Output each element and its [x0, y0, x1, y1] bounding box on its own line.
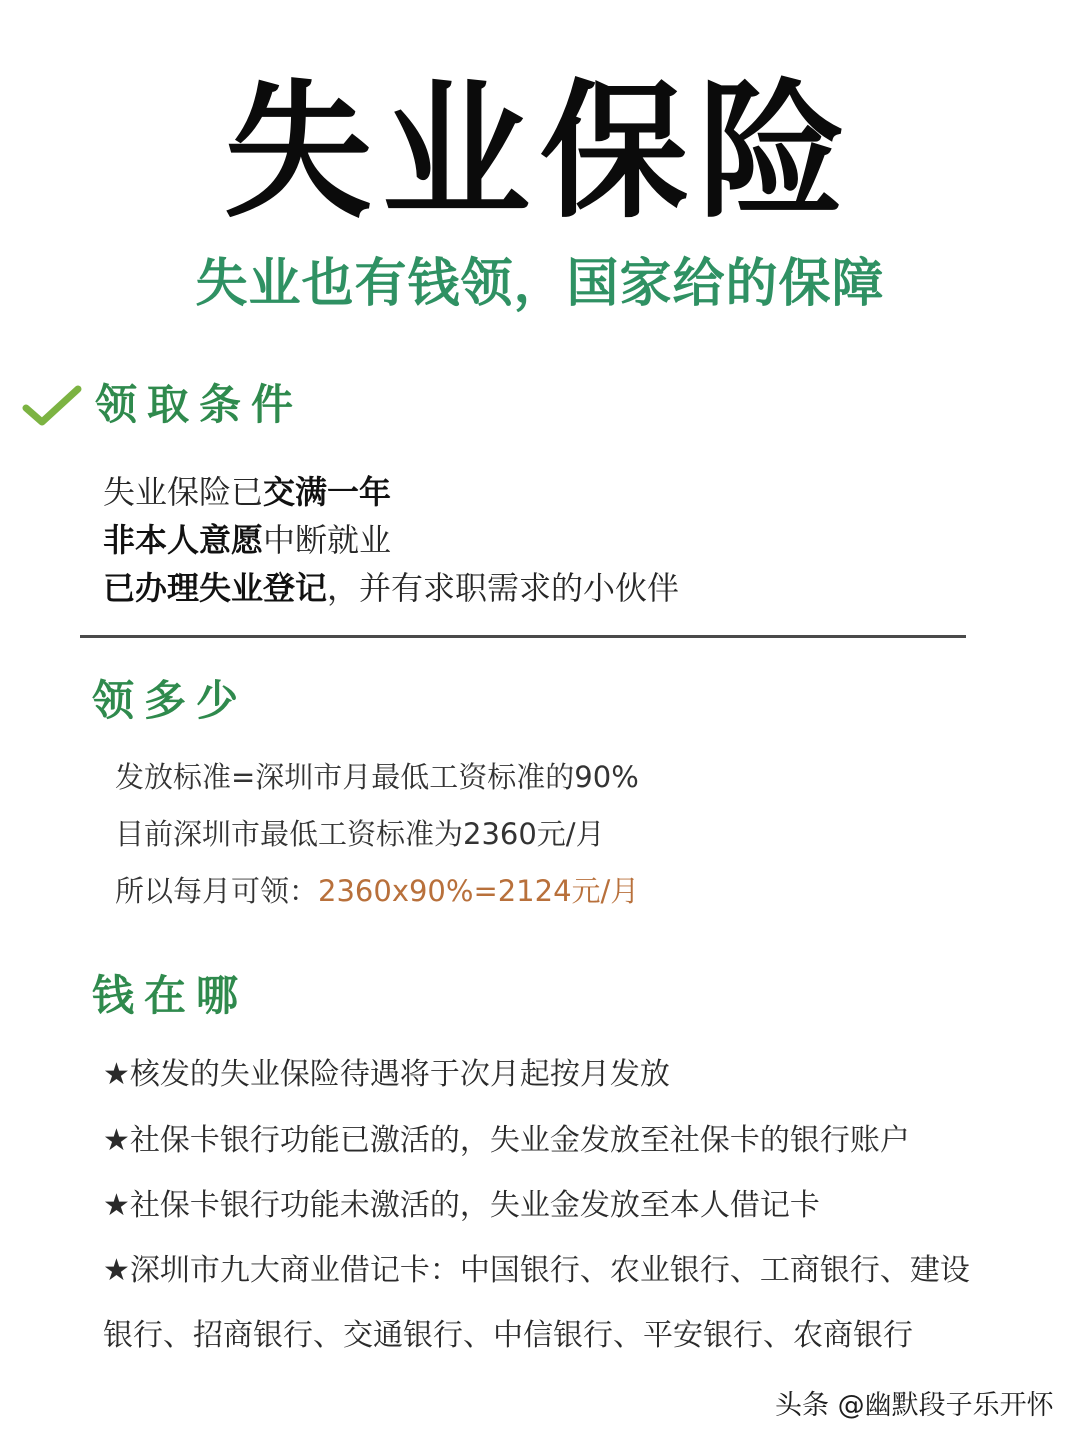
where-item-1: ★核发的失业保险待遇将于次月起按月发放	[103, 1057, 670, 1092]
condition-emphasis: 非本人意愿	[103, 521, 264, 559]
condition-emphasis: 交满一年	[263, 473, 392, 511]
where-item-5: 银行、招商银行、交通银行、中信银行、平安银行、农商银行	[103, 1318, 913, 1353]
condition-line-3	[103, 569, 680, 607]
where-item-4: ★深圳市九大商业借记卡：中国银行、农业银行、工商银行、建设	[103, 1253, 970, 1288]
where-item-3: ★社保卡银行功能未激活的，失业金发放至本人借记卡	[103, 1188, 820, 1223]
amount-line-2: 目前深圳市最低工资标准为2360元/月	[115, 817, 605, 851]
amount-line-1: 发放标准=深圳市月最低工资标准的90%	[115, 760, 639, 794]
section-heading-conditions: 领取条件	[95, 380, 304, 429]
condition-emphasis: 已办理失业登记	[103, 569, 328, 607]
condition-text: 失业保险已	[103, 473, 264, 511]
condition-text: 中断就业	[263, 521, 392, 559]
condition-line-2	[103, 521, 392, 559]
amount-prefix: 所以每月可领：	[115, 874, 319, 908]
watermark: 头条 @幽默段子乐开怀	[775, 1390, 1054, 1421]
where-item-2: ★社保卡银行功能已激活的，失业金发放至社保卡的银行账户	[103, 1123, 910, 1158]
check-icon	[22, 384, 82, 428]
amount-formula: 2360x90%=2124元/月	[318, 874, 640, 908]
section-heading-where: 钱在哪	[92, 971, 249, 1020]
condition-text: ，并有求职需求的小伙伴	[327, 569, 680, 607]
section-divider	[80, 635, 966, 638]
page-title: 失业保险	[224, 66, 856, 238]
amount-line-3	[115, 874, 640, 908]
page-subtitle: 失业也有钱领，国家给的保障	[195, 254, 885, 314]
section-heading-amount: 领多少	[92, 676, 249, 725]
condition-line-1	[103, 473, 392, 511]
